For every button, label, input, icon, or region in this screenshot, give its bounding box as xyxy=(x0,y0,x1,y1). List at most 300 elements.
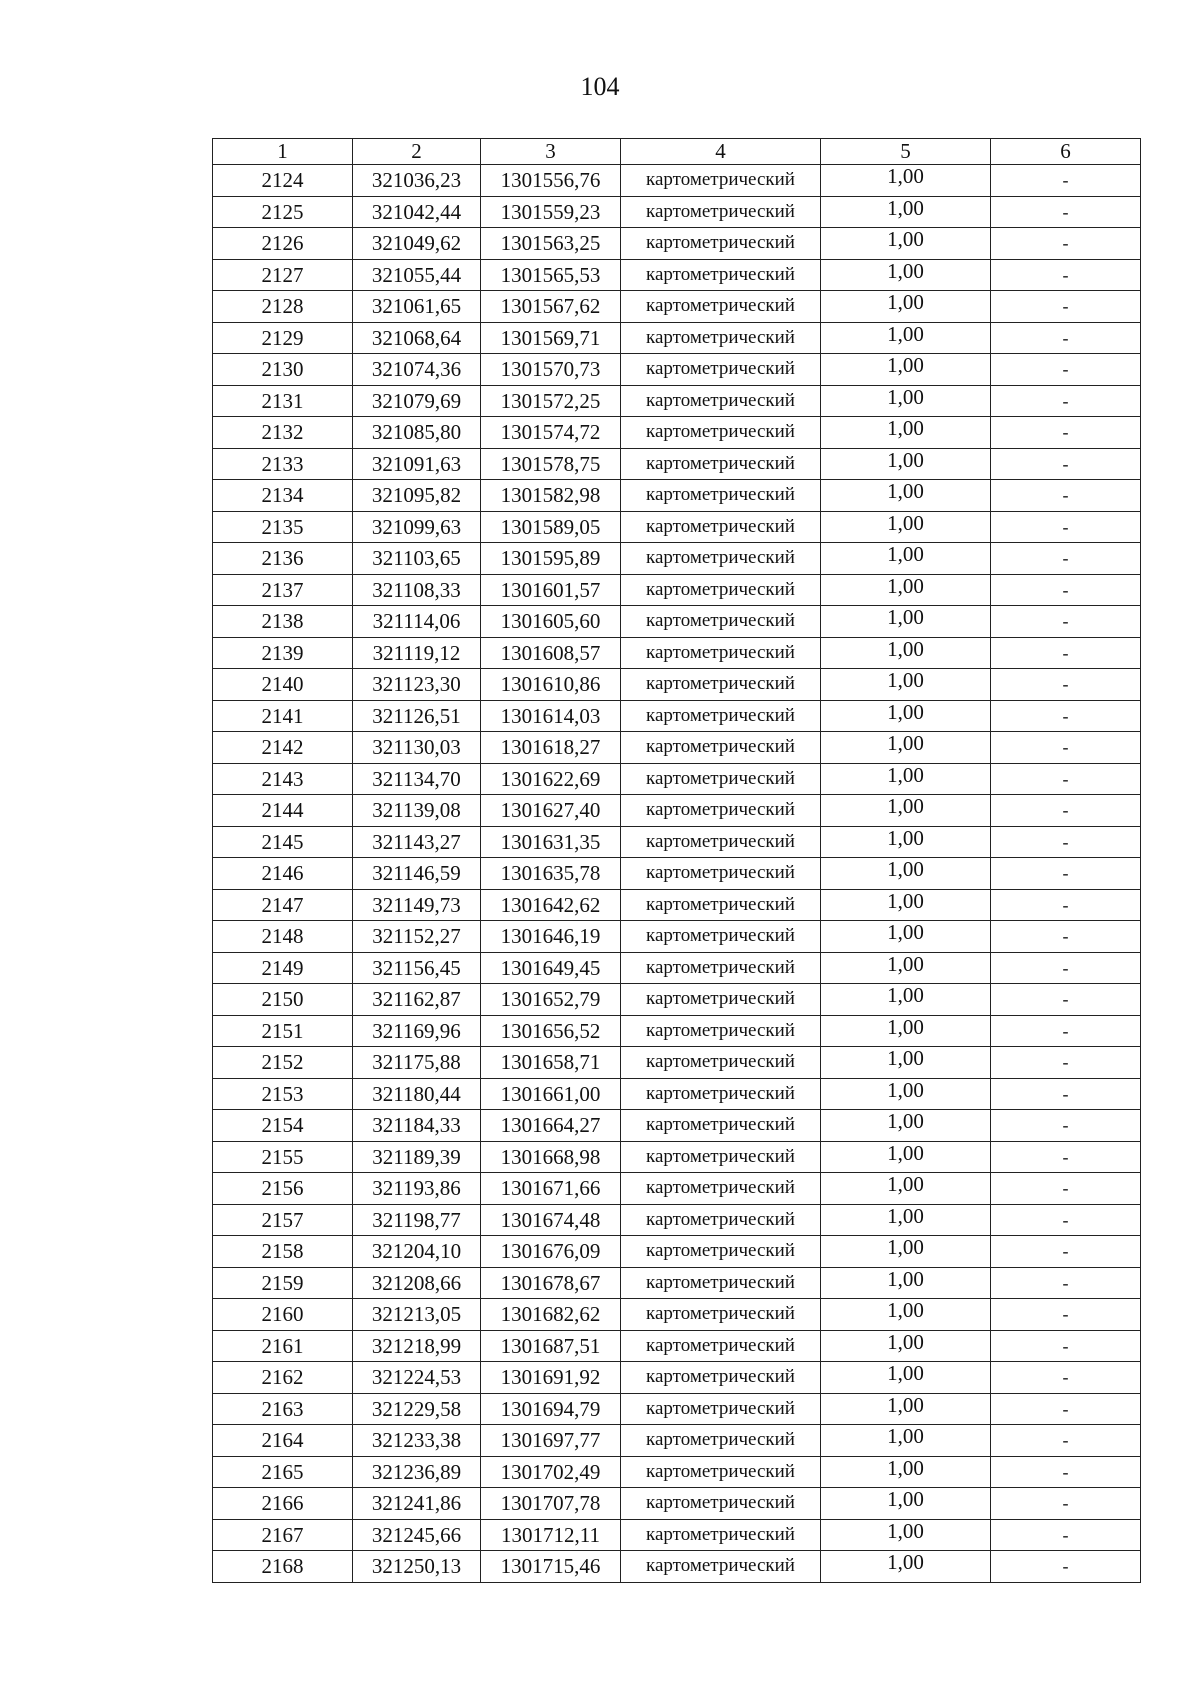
y-coordinate-cell: 1301715,46 xyxy=(481,1551,621,1583)
x-coordinate-cell: 321134,70 xyxy=(353,763,481,795)
accuracy-cell: 1,00 xyxy=(821,1456,991,1488)
method-cell: картометрический xyxy=(621,1330,821,1362)
accuracy-cell: 1,00 xyxy=(821,228,991,260)
point-number-cell: 2158 xyxy=(213,1236,353,1268)
accuracy-cell: 1,00 xyxy=(821,669,991,701)
point-number-cell: 2159 xyxy=(213,1267,353,1299)
description-cell: - xyxy=(991,1299,1141,1331)
table-row xyxy=(213,1267,1141,1299)
column-header-3: 3 xyxy=(481,139,621,165)
description-cell: - xyxy=(991,322,1141,354)
description-cell: - xyxy=(991,543,1141,575)
point-number-cell: 2129 xyxy=(213,322,353,354)
y-coordinate-cell: 1301668,98 xyxy=(481,1141,621,1173)
description-cell: - xyxy=(991,732,1141,764)
x-coordinate-cell: 321152,27 xyxy=(353,921,481,953)
x-coordinate-cell: 321156,45 xyxy=(353,952,481,984)
description-cell: - xyxy=(991,1015,1141,1047)
description-cell: - xyxy=(991,511,1141,543)
table-row xyxy=(213,637,1141,669)
table-row xyxy=(213,574,1141,606)
x-coordinate-cell: 321218,99 xyxy=(353,1330,481,1362)
point-number-cell: 2161 xyxy=(213,1330,353,1362)
table-header-row xyxy=(213,139,1141,165)
x-coordinate-cell: 321180,44 xyxy=(353,1078,481,1110)
x-coordinate-cell: 321095,82 xyxy=(353,480,481,512)
description-cell: - xyxy=(991,858,1141,890)
method-cell: картометрический xyxy=(621,700,821,732)
accuracy-cell: 1,00 xyxy=(821,1141,991,1173)
x-coordinate-cell: 321208,66 xyxy=(353,1267,481,1299)
y-coordinate-cell: 1301570,73 xyxy=(481,354,621,386)
y-coordinate-cell: 1301676,09 xyxy=(481,1236,621,1268)
accuracy-cell: 1,00 xyxy=(821,259,991,291)
description-cell: - xyxy=(991,921,1141,953)
x-coordinate-cell: 321091,63 xyxy=(353,448,481,480)
point-number-cell: 2132 xyxy=(213,417,353,449)
x-coordinate-cell: 321126,51 xyxy=(353,700,481,732)
description-cell: - xyxy=(991,1488,1141,1520)
y-coordinate-cell: 1301578,75 xyxy=(481,448,621,480)
x-coordinate-cell: 321079,69 xyxy=(353,385,481,417)
description-cell: - xyxy=(991,1236,1141,1268)
table-row xyxy=(213,921,1141,953)
accuracy-cell: 1,00 xyxy=(821,196,991,228)
method-cell: картометрический xyxy=(621,259,821,291)
accuracy-cell: 1,00 xyxy=(821,1204,991,1236)
y-coordinate-cell: 1301605,60 xyxy=(481,606,621,638)
table-row xyxy=(213,795,1141,827)
table-row xyxy=(213,291,1141,323)
method-cell: картометрический xyxy=(621,1299,821,1331)
point-number-cell: 2153 xyxy=(213,1078,353,1110)
method-cell: картометрический xyxy=(621,1078,821,1110)
method-cell: картометрический xyxy=(621,1141,821,1173)
y-coordinate-cell: 1301574,72 xyxy=(481,417,621,449)
point-number-cell: 2142 xyxy=(213,732,353,764)
accuracy-cell: 1,00 xyxy=(821,1551,991,1583)
description-cell: - xyxy=(991,637,1141,669)
point-number-cell: 2160 xyxy=(213,1299,353,1331)
method-cell: картометрический xyxy=(621,228,821,260)
y-coordinate-cell: 1301635,78 xyxy=(481,858,621,890)
method-cell: картометрический xyxy=(621,858,821,890)
accuracy-cell: 1,00 xyxy=(821,700,991,732)
method-cell: картометрический xyxy=(621,1551,821,1583)
accuracy-cell: 1,00 xyxy=(821,417,991,449)
accuracy-cell: 1,00 xyxy=(821,448,991,480)
y-coordinate-cell: 1301671,66 xyxy=(481,1173,621,1205)
method-cell: картометрический xyxy=(621,385,821,417)
accuracy-cell: 1,00 xyxy=(821,1110,991,1142)
description-cell: - xyxy=(991,354,1141,386)
description-cell: - xyxy=(991,480,1141,512)
point-number-cell: 2150 xyxy=(213,984,353,1016)
table-row xyxy=(213,889,1141,921)
point-number-cell: 2131 xyxy=(213,385,353,417)
method-cell: картометрический xyxy=(621,763,821,795)
table-row xyxy=(213,385,1141,417)
y-coordinate-cell: 1301674,48 xyxy=(481,1204,621,1236)
method-cell: картометрический xyxy=(621,1015,821,1047)
x-coordinate-cell: 321149,73 xyxy=(353,889,481,921)
method-cell: картометрический xyxy=(621,669,821,701)
table-row xyxy=(213,1236,1141,1268)
description-cell: - xyxy=(991,228,1141,260)
method-cell: картометрический xyxy=(621,1267,821,1299)
method-cell: картометрический xyxy=(621,322,821,354)
point-number-cell: 2152 xyxy=(213,1047,353,1079)
x-coordinate-cell: 321193,86 xyxy=(353,1173,481,1205)
method-cell: картометрический xyxy=(621,417,821,449)
table-row xyxy=(213,543,1141,575)
y-coordinate-cell: 1301712,11 xyxy=(481,1519,621,1551)
y-coordinate-cell: 1301707,78 xyxy=(481,1488,621,1520)
x-coordinate-cell: 321143,27 xyxy=(353,826,481,858)
method-cell: картометрический xyxy=(621,480,821,512)
method-cell: картометрический xyxy=(621,1362,821,1394)
x-coordinate-cell: 321085,80 xyxy=(353,417,481,449)
point-number-cell: 2139 xyxy=(213,637,353,669)
table-row xyxy=(213,984,1141,1016)
x-coordinate-cell: 321055,44 xyxy=(353,259,481,291)
point-number-cell: 2141 xyxy=(213,700,353,732)
description-cell: - xyxy=(991,165,1141,197)
y-coordinate-cell: 1301608,57 xyxy=(481,637,621,669)
point-number-cell: 2168 xyxy=(213,1551,353,1583)
x-coordinate-cell: 321169,96 xyxy=(353,1015,481,1047)
method-cell: картометрический xyxy=(621,606,821,638)
accuracy-cell: 1,00 xyxy=(821,763,991,795)
table-row xyxy=(213,511,1141,543)
point-number-cell: 2165 xyxy=(213,1456,353,1488)
y-coordinate-cell: 1301610,86 xyxy=(481,669,621,701)
y-coordinate-cell: 1301682,62 xyxy=(481,1299,621,1331)
table-row xyxy=(213,1078,1141,1110)
point-number-cell: 2157 xyxy=(213,1204,353,1236)
table-row xyxy=(213,1425,1141,1457)
point-number-cell: 2127 xyxy=(213,259,353,291)
y-coordinate-cell: 1301646,19 xyxy=(481,921,621,953)
table-row xyxy=(213,1362,1141,1394)
accuracy-cell: 1,00 xyxy=(821,480,991,512)
accuracy-cell: 1,00 xyxy=(821,858,991,890)
x-coordinate-cell: 321074,36 xyxy=(353,354,481,386)
method-cell: картометрический xyxy=(621,448,821,480)
point-number-cell: 2147 xyxy=(213,889,353,921)
description-cell: - xyxy=(991,1047,1141,1079)
method-cell: картометрический xyxy=(621,165,821,197)
x-coordinate-cell: 321198,77 xyxy=(353,1204,481,1236)
table-row xyxy=(213,1047,1141,1079)
table-row xyxy=(213,448,1141,480)
table-row xyxy=(213,1299,1141,1331)
accuracy-cell: 1,00 xyxy=(821,1330,991,1362)
accuracy-cell: 1,00 xyxy=(821,606,991,638)
method-cell: картометрический xyxy=(621,1519,821,1551)
method-cell: картометрический xyxy=(621,637,821,669)
point-number-cell: 2125 xyxy=(213,196,353,228)
description-cell: - xyxy=(991,1456,1141,1488)
point-number-cell: 2140 xyxy=(213,669,353,701)
accuracy-cell: 1,00 xyxy=(821,795,991,827)
x-coordinate-cell: 321241,86 xyxy=(353,1488,481,1520)
method-cell: картометрический xyxy=(621,732,821,764)
method-cell: картометрический xyxy=(621,291,821,323)
point-number-cell: 2155 xyxy=(213,1141,353,1173)
point-number-cell: 2164 xyxy=(213,1425,353,1457)
accuracy-cell: 1,00 xyxy=(821,1393,991,1425)
y-coordinate-cell: 1301556,76 xyxy=(481,165,621,197)
y-coordinate-cell: 1301565,53 xyxy=(481,259,621,291)
x-coordinate-cell: 321068,64 xyxy=(353,322,481,354)
accuracy-cell: 1,00 xyxy=(821,637,991,669)
description-cell: - xyxy=(991,669,1141,701)
x-coordinate-cell: 321108,33 xyxy=(353,574,481,606)
accuracy-cell: 1,00 xyxy=(821,984,991,1016)
table-row xyxy=(213,480,1141,512)
description-cell: - xyxy=(991,1551,1141,1583)
table-row xyxy=(213,1330,1141,1362)
method-cell: картометрический xyxy=(621,1204,821,1236)
accuracy-cell: 1,00 xyxy=(821,1519,991,1551)
method-cell: картометрический xyxy=(621,574,821,606)
description-cell: - xyxy=(991,1141,1141,1173)
x-coordinate-cell: 321224,53 xyxy=(353,1362,481,1394)
accuracy-cell: 1,00 xyxy=(821,826,991,858)
description-cell: - xyxy=(991,700,1141,732)
y-coordinate-cell: 1301649,45 xyxy=(481,952,621,984)
accuracy-cell: 1,00 xyxy=(821,1488,991,1520)
description-cell: - xyxy=(991,952,1141,984)
y-coordinate-cell: 1301631,35 xyxy=(481,826,621,858)
x-coordinate-cell: 321119,12 xyxy=(353,637,481,669)
point-number-cell: 2136 xyxy=(213,543,353,575)
y-coordinate-cell: 1301601,57 xyxy=(481,574,621,606)
method-cell: картометрический xyxy=(621,952,821,984)
x-coordinate-cell: 321213,05 xyxy=(353,1299,481,1331)
y-coordinate-cell: 1301687,51 xyxy=(481,1330,621,1362)
accuracy-cell: 1,00 xyxy=(821,1425,991,1457)
table-row xyxy=(213,669,1141,701)
method-cell: картометрический xyxy=(621,1110,821,1142)
method-cell: картометрический xyxy=(621,511,821,543)
table-row xyxy=(213,1015,1141,1047)
x-coordinate-cell: 321204,10 xyxy=(353,1236,481,1268)
accuracy-cell: 1,00 xyxy=(821,1236,991,1268)
accuracy-cell: 1,00 xyxy=(821,1015,991,1047)
accuracy-cell: 1,00 xyxy=(821,889,991,921)
description-cell: - xyxy=(991,889,1141,921)
description-cell: - xyxy=(991,1267,1141,1299)
method-cell: картометрический xyxy=(621,1488,821,1520)
column-header-1: 1 xyxy=(213,139,353,165)
column-header-4: 4 xyxy=(621,139,821,165)
point-number-cell: 2146 xyxy=(213,858,353,890)
y-coordinate-cell: 1301572,25 xyxy=(481,385,621,417)
description-cell: - xyxy=(991,795,1141,827)
y-coordinate-cell: 1301652,79 xyxy=(481,984,621,1016)
y-coordinate-cell: 1301582,98 xyxy=(481,480,621,512)
x-coordinate-cell: 321103,65 xyxy=(353,543,481,575)
column-header-2: 2 xyxy=(353,139,481,165)
point-number-cell: 2149 xyxy=(213,952,353,984)
method-cell: картометрический xyxy=(621,795,821,827)
accuracy-cell: 1,00 xyxy=(821,322,991,354)
accuracy-cell: 1,00 xyxy=(821,291,991,323)
point-number-cell: 2137 xyxy=(213,574,353,606)
table-row xyxy=(213,826,1141,858)
x-coordinate-cell: 321123,30 xyxy=(353,669,481,701)
method-cell: картометрический xyxy=(621,921,821,953)
table-row xyxy=(213,1141,1141,1173)
description-cell: - xyxy=(991,1110,1141,1142)
method-cell: картометрический xyxy=(621,1236,821,1268)
y-coordinate-cell: 1301658,71 xyxy=(481,1047,621,1079)
point-number-cell: 2138 xyxy=(213,606,353,638)
y-coordinate-cell: 1301595,89 xyxy=(481,543,621,575)
coordinates-table xyxy=(212,138,1141,1583)
table-row xyxy=(213,354,1141,386)
accuracy-cell: 1,00 xyxy=(821,1047,991,1079)
table-body xyxy=(213,165,1141,1583)
accuracy-cell: 1,00 xyxy=(821,385,991,417)
y-coordinate-cell: 1301694,79 xyxy=(481,1393,621,1425)
description-cell: - xyxy=(991,763,1141,795)
method-cell: картометрический xyxy=(621,1047,821,1079)
x-coordinate-cell: 321236,89 xyxy=(353,1456,481,1488)
method-cell: картометрический xyxy=(621,1456,821,1488)
x-coordinate-cell: 321061,65 xyxy=(353,291,481,323)
description-cell: - xyxy=(991,1204,1141,1236)
table-row xyxy=(213,322,1141,354)
y-coordinate-cell: 1301589,05 xyxy=(481,511,621,543)
point-number-cell: 2134 xyxy=(213,480,353,512)
accuracy-cell: 1,00 xyxy=(821,1078,991,1110)
method-cell: картометрический xyxy=(621,1173,821,1205)
table-row xyxy=(213,1173,1141,1205)
table-row xyxy=(213,606,1141,638)
y-coordinate-cell: 1301618,27 xyxy=(481,732,621,764)
y-coordinate-cell: 1301569,71 xyxy=(481,322,621,354)
point-number-cell: 2133 xyxy=(213,448,353,480)
point-number-cell: 2145 xyxy=(213,826,353,858)
accuracy-cell: 1,00 xyxy=(821,1362,991,1394)
method-cell: картометрический xyxy=(621,889,821,921)
description-cell: - xyxy=(991,1078,1141,1110)
y-coordinate-cell: 1301697,77 xyxy=(481,1425,621,1457)
description-cell: - xyxy=(991,1362,1141,1394)
y-coordinate-cell: 1301622,69 xyxy=(481,763,621,795)
table-row xyxy=(213,952,1141,984)
y-coordinate-cell: 1301614,03 xyxy=(481,700,621,732)
table-row xyxy=(213,1110,1141,1142)
method-cell: картометрический xyxy=(621,984,821,1016)
y-coordinate-cell: 1301642,62 xyxy=(481,889,621,921)
y-coordinate-cell: 1301661,00 xyxy=(481,1078,621,1110)
accuracy-cell: 1,00 xyxy=(821,354,991,386)
table-row xyxy=(213,196,1141,228)
x-coordinate-cell: 321114,06 xyxy=(353,606,481,638)
accuracy-cell: 1,00 xyxy=(821,952,991,984)
y-coordinate-cell: 1301567,62 xyxy=(481,291,621,323)
table-row xyxy=(213,259,1141,291)
point-number-cell: 2156 xyxy=(213,1173,353,1205)
accuracy-cell: 1,00 xyxy=(821,1267,991,1299)
x-coordinate-cell: 321184,33 xyxy=(353,1110,481,1142)
accuracy-cell: 1,00 xyxy=(821,543,991,575)
y-coordinate-cell: 1301702,49 xyxy=(481,1456,621,1488)
y-coordinate-cell: 1301656,52 xyxy=(481,1015,621,1047)
y-coordinate-cell: 1301627,40 xyxy=(481,795,621,827)
point-number-cell: 2162 xyxy=(213,1362,353,1394)
description-cell: - xyxy=(991,448,1141,480)
accuracy-cell: 1,00 xyxy=(821,1173,991,1205)
table-row xyxy=(213,858,1141,890)
y-coordinate-cell: 1301678,67 xyxy=(481,1267,621,1299)
point-number-cell: 2124 xyxy=(213,165,353,197)
accuracy-cell: 1,00 xyxy=(821,732,991,764)
x-coordinate-cell: 321139,08 xyxy=(353,795,481,827)
description-cell: - xyxy=(991,1330,1141,1362)
x-coordinate-cell: 321099,63 xyxy=(353,511,481,543)
description-cell: - xyxy=(991,1173,1141,1205)
point-number-cell: 2130 xyxy=(213,354,353,386)
y-coordinate-cell: 1301664,27 xyxy=(481,1110,621,1142)
method-cell: картометрический xyxy=(621,196,821,228)
x-coordinate-cell: 321250,13 xyxy=(353,1551,481,1583)
point-number-cell: 2154 xyxy=(213,1110,353,1142)
table-row xyxy=(213,417,1141,449)
description-cell: - xyxy=(991,417,1141,449)
x-coordinate-cell: 321042,44 xyxy=(353,196,481,228)
accuracy-cell: 1,00 xyxy=(821,574,991,606)
table-row xyxy=(213,732,1141,764)
table-row xyxy=(213,700,1141,732)
page-number: 104 xyxy=(580,72,620,101)
point-number-cell: 2143 xyxy=(213,763,353,795)
x-coordinate-cell: 321146,59 xyxy=(353,858,481,890)
x-coordinate-cell: 321049,62 xyxy=(353,228,481,260)
accuracy-cell: 1,00 xyxy=(821,921,991,953)
y-coordinate-cell: 1301563,25 xyxy=(481,228,621,260)
table-row xyxy=(213,763,1141,795)
method-cell: картометрический xyxy=(621,826,821,858)
description-cell: - xyxy=(991,196,1141,228)
x-coordinate-cell: 321189,39 xyxy=(353,1141,481,1173)
description-cell: - xyxy=(991,259,1141,291)
method-cell: картометрический xyxy=(621,1425,821,1457)
table-row xyxy=(213,165,1141,197)
table-row xyxy=(213,1488,1141,1520)
column-header-5: 5 xyxy=(821,139,991,165)
x-coordinate-cell: 321130,03 xyxy=(353,732,481,764)
table-row xyxy=(213,1456,1141,1488)
point-number-cell: 2128 xyxy=(213,291,353,323)
table-row xyxy=(213,1551,1141,1583)
y-coordinate-cell: 1301559,23 xyxy=(481,196,621,228)
x-coordinate-cell: 321245,66 xyxy=(353,1519,481,1551)
table-row xyxy=(213,1204,1141,1236)
method-cell: картометрический xyxy=(621,1393,821,1425)
table-row xyxy=(213,228,1141,260)
description-cell: - xyxy=(991,606,1141,638)
accuracy-cell: 1,00 xyxy=(821,511,991,543)
table-row xyxy=(213,1393,1141,1425)
description-cell: - xyxy=(991,574,1141,606)
description-cell: - xyxy=(991,291,1141,323)
point-number-cell: 2148 xyxy=(213,921,353,953)
